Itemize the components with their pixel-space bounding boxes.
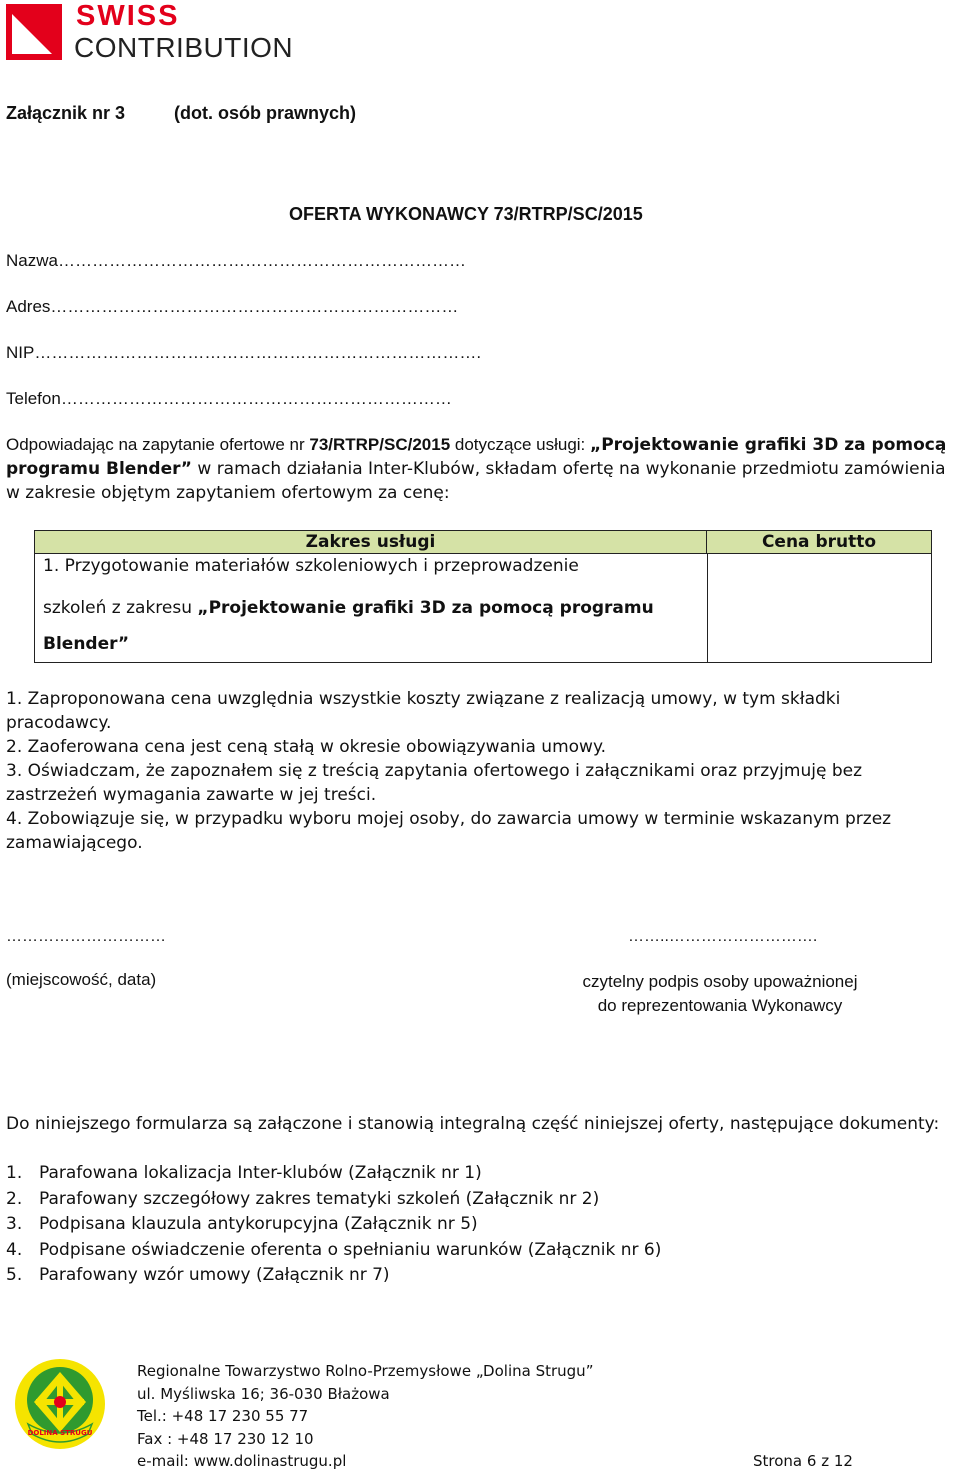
dolina-strugu-emblem-icon [14,1358,106,1450]
footer-contact [137,1360,593,1473]
logo-contribution-text: CONTRIBUTION [74,32,294,63]
intro-paragraph [6,433,956,505]
name-field: Nazwa……………………………………………………………… [6,251,466,270]
footer-address: ul. Myśliwska 16; 36-030 Błażowa [137,1384,390,1403]
intro-ref: 73/RTRP/SC/2015 [309,435,451,454]
table-row-text-2 [43,590,693,662]
footer-org: Regionalne Towarzystwo Rolno-Przemysłowe „Dolina Strugu” [137,1362,594,1380]
intro-text-3: w ramach działania Inter-Klubów, składam ofertę na wykonanie przedmiotu zamówienia w zakresie objętym zapytaniem ofertowym za cenę: [6,459,946,503]
price-table [34,530,932,663]
signature-line-1: czytelny podpis osoby upoważnionej [582,972,858,991]
nip-field: NIP……………………………………………………………………. [6,343,482,362]
signature-dots: ……..………………………. [628,928,818,945]
intro-service: „Projektowanie grafiki 3D za pomocą programu Blender” [6,435,947,479]
attachment-item: 3. Podpisana klauzula antykorupcyjna (Załącznik nr 5) [6,1214,478,1235]
attachment-item: 5. Parafowany wzór umowy (Załącznik nr 7) [6,1265,390,1286]
footer-tel: Tel.: +48 17 230 55 77 [137,1407,309,1426]
attachments-intro: Do niniejszego formularza są załączone i stanowią integralną część niniejszej oferty, następujące dokumenty: [6,1114,940,1134]
table-header-price: Cena brutto [707,531,931,554]
logo-swiss-text: SWISS [76,0,180,32]
statements-list [6,687,951,855]
table-cell-divider [707,553,708,663]
attachment-item: 2. Parafowany szczegółowy zakres tematyki szkoleń (Załącznik nr 2) [6,1188,600,1209]
table-row-prefix: szkoleń z zakresu [43,598,198,618]
footer-fax: Fax : +48 17 230 12 10 [137,1429,314,1448]
statement-item: 3. Oświadczam, że zapoznałem się z treścią zapytania ofertowego i załącznikami oraz przyjmuję bez zastrzeżeń wymagania zawarte w jej treści. [6,761,863,805]
table-cell-scope [43,555,693,662]
page-number: Strona 6 z 12 [753,1452,853,1470]
annex-label: Załącznik nr 3 [6,103,126,123]
statement-item: 4. Zobowiązuje się, w przypadku wyboru mojej osoby, do zawarcia umowy w terminie wskazanym przez zamawiającego. [6,809,892,853]
dolina-strugu-logo [14,1358,106,1450]
statement-item: 2. Zaoferowana cena jest ceną stałą w okresie obowiązywania umowy. [6,737,606,757]
table-header-scope: Zakres usługi [35,531,707,554]
place-date-dots: ………………………… [6,928,166,945]
place-date-label: (miejscowość, data) [6,970,157,989]
address-field: Adres……………………………………………………………… [6,297,459,316]
table-row-service: „Projektowanie grafiki 3D za pomocą programu Blender” [43,598,654,654]
signature-line-2: do reprezentowania Wykonawcy [597,996,843,1015]
swiss-flag-logo [6,4,62,60]
phone-field: Telefon…………………………………………………………… [6,389,452,408]
intro-text-2: dotyczące usługi: [450,435,591,454]
table-row-text-1: 1. Przygotowanie materiałów szkoleniowych i przeprowadzenie [43,556,579,576]
footer-email[interactable]: e-mail: www.dolinastrugu.pl [137,1452,347,1471]
footer-logo-text: DOLINA STRUGU [27,1429,93,1437]
statement-item: 1. Zaproponowana cena uwzględnia wszystkie koszty związane z realizacją umowy, w tym składki pracodawcy. [6,689,841,733]
signature-label [520,970,920,1018]
flag-triangle-icon [6,4,62,60]
attachment-item: 1. Parafowana lokalizacja Inter-klubów (Załącznik nr 1) [6,1163,482,1183]
document-title: OFERTA WYKONAWCY 73/RTRP/SC/2015 [289,204,643,224]
annex-note: (dot. osób prawnych) [174,103,356,123]
attachment-item: 4. Podpisane oświadczenie oferenta o spełnianiu warunków (Załącznik nr 6) [6,1239,662,1260]
intro-text-1: Odpowiadając na zapytanie ofertowe nr [6,435,310,454]
attachments-list [6,1161,951,1289]
